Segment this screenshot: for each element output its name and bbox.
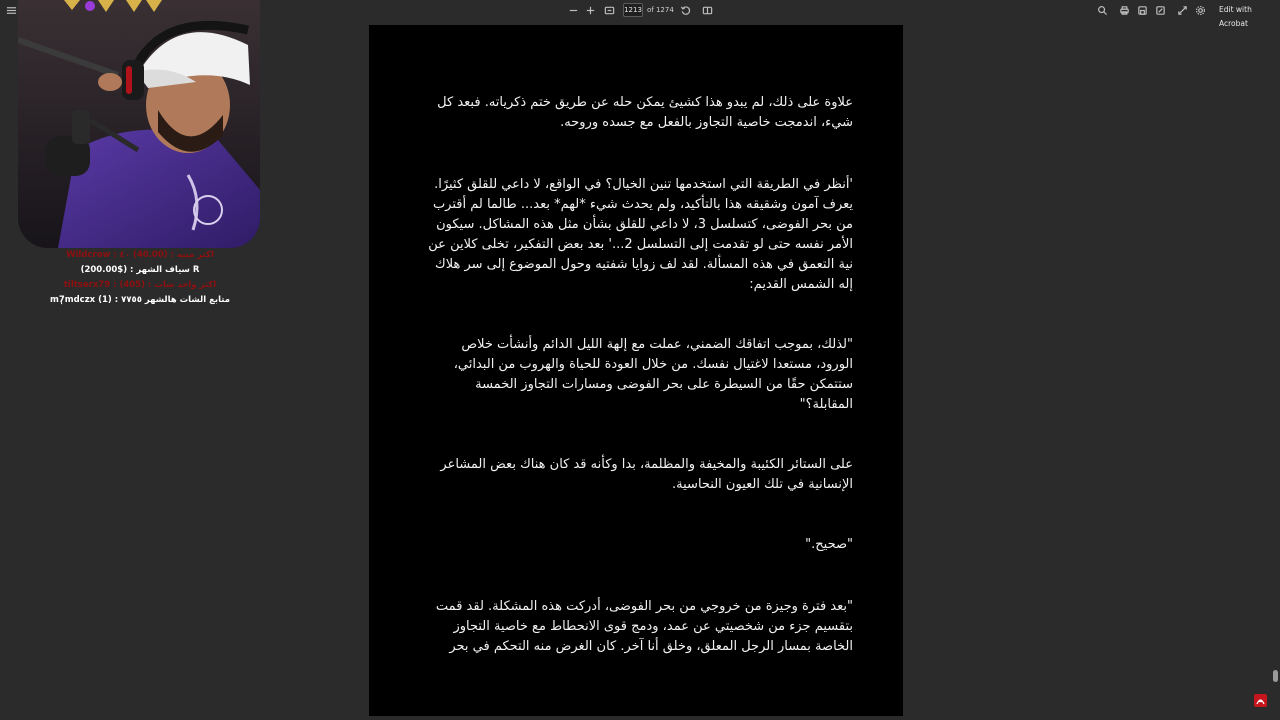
stream-stats-overlay [40,248,240,308]
stream-line-monthly-sponsor: سياف الشهر : ($200.00) R [80,265,200,275]
save-icon[interactable] [1135,3,1149,17]
paragraph: "لذلك، بموجب اتفاقك الضمني، عملت مع إلهة الليل الدائم وأنشأت خلاص الورود، مستعدا لاغتيال نفسك. من خلال العودة للحياة والهروب من البدائي، ستتمكن حقًا من السيطرة على بحر الفوضى ومسارات التجاوز الخمسة المقابلة؟" [453,337,853,412]
streamer-image [18,0,260,248]
paragraph: "بعد فترة وجيزة من خروجي من بحر الفوضى، أدركت هذه المشكلة. لقد قمت بتقسيم جزء من شخصيتي عن عمد، ودمج قوى الانحطاط مع خاصية التجاوز الخاصة بمسار الرجل المعلق، وخلق أنا آخر. كان الغرض منه التحكم في بحر [435,599,853,654]
paragraph: 'أنظر في الطريقة التي استخدمها تنين الخيال؟ في الواقع، لا داعي للقلق كثيرًا. يعرف آمون وشقيقه هذا بالتأكيد، ولم يحدث شيء *لهم* بعد... طالما لم أقترب من بحر الفوضى، كتسلسل 3، لا داعي للقلق بشأن مثل هذه المشاكل. سيكون الأمر نفسه حتى لو تقدمت إلى التسلسل 2...' بعد بعض التفكير، تخلى كلاين عن نية التعمق في هذه المسألة. لقد لف زوايا شفتيه وحول الموضوع إلى سر هلاك إله الشمس القديم: [428,177,853,292]
document-page [369,25,903,716]
stream-line-chat-follower: mٖ7mdczx (1) : متابع الشات هالشهر ٧٧٥٥ [49,295,231,305]
page-number-input[interactable]: 1213 [623,3,643,17]
fit-page-icon[interactable] [602,3,616,17]
search-icon[interactable] [1095,3,1109,17]
edit-with-acrobat-link[interactable]: Edit with Acrobat [1219,5,1252,28]
zoom-out-icon[interactable] [566,3,580,17]
print-icon[interactable] [1117,3,1131,17]
expand-icon[interactable] [1175,3,1189,17]
webcam-overlay [18,0,260,248]
page-view-icon[interactable] [700,3,714,17]
stream-line-top-donor: Wildcrow : ٤٠ (40.00) : اكثر منيه [66,250,214,260]
paragraph: "صحيح." [805,537,853,552]
acrobat-logo-icon[interactable] [1254,692,1267,705]
rotate-icon[interactable] [678,3,692,17]
menu-icon[interactable] [4,3,18,17]
paragraph: على الستائر الكئيبة والمخيفة والمظلمة، بدا وكأنه قد كان هناك بعض المشاعر الإنسانية في تلك العيون النحاسية. [440,457,853,492]
page-count: of 1274 [647,6,674,14]
settings-gear-icon[interactable] [1193,3,1207,17]
stream-line-top-chatter: tiltserx79 : (405) : اكثر واحد شات [63,280,217,290]
vertical-scrollbar[interactable] [1271,25,1280,715]
sign-icon[interactable] [1153,3,1167,17]
paragraph: علاوة على ذلك، لم يبدو هذا كشيئ يمكن حله عن طريق ختم ذكرياته. فبعد كل شيء، اندمجت خاصية التجاوز بالفعل مع جسده وروحه. [437,95,853,130]
scrollbar-thumb[interactable] [1273,670,1278,682]
zoom-in-icon[interactable] [583,3,597,17]
